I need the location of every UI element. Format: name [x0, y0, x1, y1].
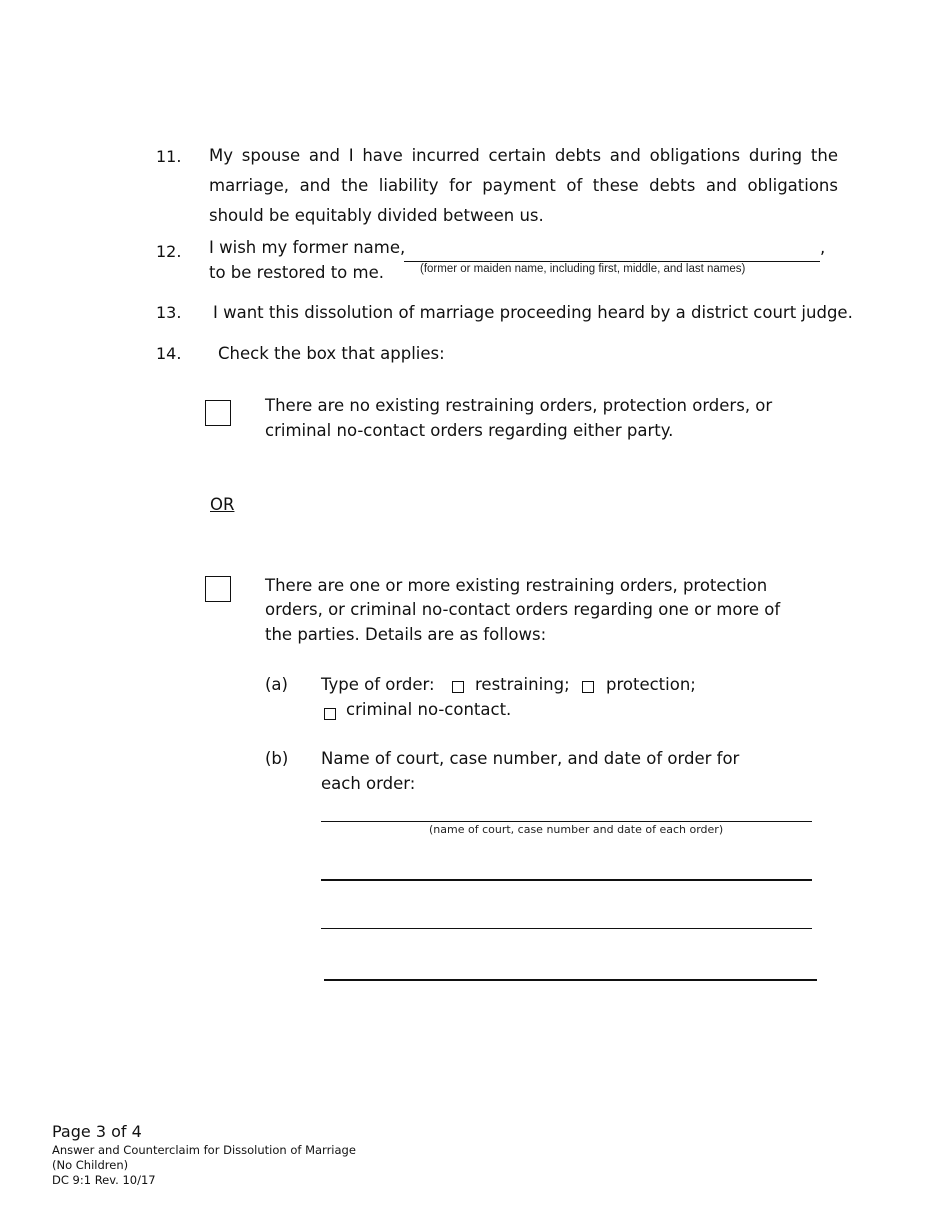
- footer-title: Answer and Counterclaim for Dissolution of Marriage: [52, 1143, 356, 1157]
- footer-subtitle: (No Children): [52, 1158, 129, 1172]
- item-13-number: 13.: [156, 303, 182, 322]
- option2-line3: the parties. Details are as follows:: [265, 625, 547, 644]
- sub-b-label: (b): [265, 749, 289, 768]
- item-13-text: I want this dissolution of marriage proceeding heard by a district court judge.: [213, 303, 853, 322]
- protection-checkbox[interactable]: [582, 681, 594, 693]
- footer-page-number: Page 3 of 4: [52, 1122, 142, 1141]
- former-name-field[interactable]: [404, 261, 820, 262]
- option2-line1: There are one or more existing restraining orders, protection: [265, 576, 768, 595]
- order-details-caption: (name of court, case number and date of each order): [429, 823, 724, 836]
- protection-label: protection;: [606, 675, 696, 694]
- order-details-line-4[interactable]: [324, 979, 817, 981]
- option1-line2: criminal no-contact orders regarding either party.: [265, 421, 674, 440]
- order-details-line-3[interactable]: [321, 928, 812, 929]
- footer-form-id: DC 9:1 Rev. 10/17: [52, 1173, 156, 1187]
- order-details-line-2[interactable]: [321, 879, 812, 881]
- criminal-no-contact-checkbox[interactable]: [324, 708, 336, 720]
- restraining-label: restraining;: [475, 675, 570, 694]
- item-12-number: 12.: [156, 242, 182, 261]
- criminal-no-contact-label: criminal no-contact.: [346, 700, 512, 719]
- item-12-line2: to be restored to me.: [209, 263, 384, 282]
- item-12-line1: I wish my former name,: [209, 238, 406, 257]
- or-text: OR: [210, 495, 235, 514]
- item-12-comma: ,: [820, 238, 826, 257]
- option1-line1: There are no existing restraining orders, protection orders, or: [265, 396, 773, 415]
- order-details-line-1[interactable]: [321, 821, 812, 822]
- restraining-checkbox[interactable]: [452, 681, 464, 693]
- item-11-text: My spouse and I have incurred certain debts and obligations during the marriage, and the liability for payment of these debts and obligations should be equitably divided between us.: [209, 146, 838, 225]
- sub-b-line1: Name of court, case number, and date of order for: [321, 749, 740, 768]
- item-14-text: Check the box that applies:: [218, 344, 445, 363]
- item-14-number: 14.: [156, 344, 182, 363]
- type-of-order-label: Type of order:: [321, 675, 435, 694]
- sub-a-label: (a): [265, 675, 288, 694]
- item-11-number: 11.: [156, 147, 182, 166]
- or-label: [210, 492, 234, 517]
- option2-line2: orders, or criminal no-contact orders regarding one or more of: [265, 600, 781, 619]
- sub-b-line2: each order:: [321, 774, 416, 793]
- former-name-caption: (former or maiden name, including first, middle, and last names): [420, 263, 746, 275]
- existing-orders-checkbox[interactable]: [205, 576, 231, 602]
- no-orders-checkbox[interactable]: [205, 400, 231, 426]
